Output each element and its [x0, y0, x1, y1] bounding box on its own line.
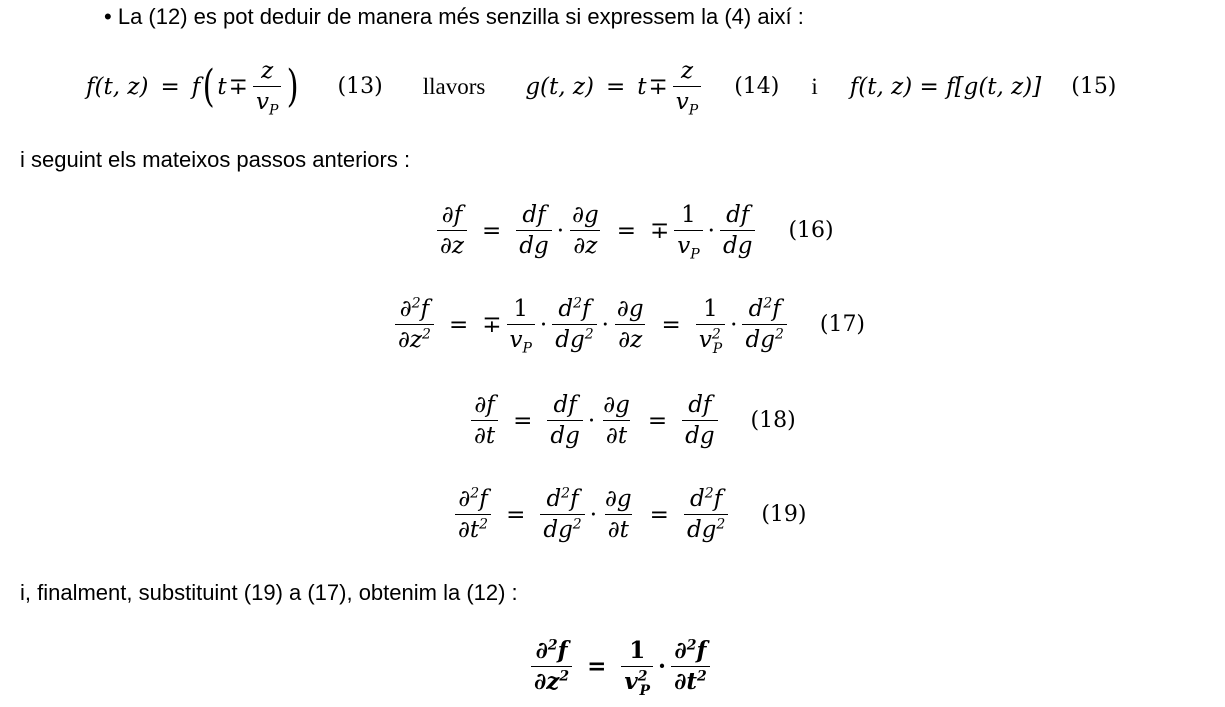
bullet-text: La (12) es pot deduir de manera més senzilla si expressem la (4) així : [117, 4, 804, 29]
dot-operator: · [589, 501, 598, 528]
minus-plus-sign: ∓ [648, 73, 668, 100]
fraction-d2f-dg2: $\frac{d^2f}{dg^2}$ [742, 294, 786, 355]
fraction-1-over-vp2: $\frac{1}{v^2_P}$ [621, 636, 653, 697]
eq14-lhs: g(t, z) [525, 73, 594, 100]
equals-sign: = [661, 311, 681, 338]
paragraph-intro3: i, finalment, substituint (19) a (17), obtenim la (12) : [20, 580, 518, 605]
equation-number-19: (19) [761, 502, 807, 527]
fraction-z-over-vp [673, 56, 701, 117]
eq15-body: f(t, z) = f[g(t, z)] [849, 73, 1042, 100]
equation-number-14: (14) [734, 74, 780, 99]
word-i: i [811, 73, 818, 99]
equation-number-18: (18) [750, 408, 796, 433]
fraction-d2f-dt2: $\frac{\partial^2f}{\partial t^2}$ [455, 484, 491, 545]
fraction-1-over-vp2: $\frac{1}{v^2_P}$ [696, 294, 725, 355]
fraction-df-dg: $\frac{df}{dg}$ [547, 390, 582, 451]
equation-line-13-15 [86, 56, 1116, 117]
equals-sign: = [506, 501, 526, 528]
fraction-d2f-dg2: $\frac{d^2f}{dg^2}$ [552, 294, 596, 355]
dot-operator: · [601, 311, 609, 338]
fraction-numerator: z [680, 58, 694, 84]
fraction-denominator: $v_P$ [673, 86, 701, 117]
fraction-d2f-dg2: $\frac{d^2f}{dg^2}$ [684, 484, 728, 545]
equation-18 [468, 390, 796, 451]
dot-operator: · [539, 311, 548, 338]
equation-19 [452, 484, 806, 545]
equals-sign: = [616, 217, 636, 244]
fraction-1-over-vp: $\frac{1}{v_P}$ [674, 200, 702, 261]
word-llavors: llavors [422, 73, 486, 99]
fraction-d2f-dz2: $\frac{\partial^2f}{\partial z^2}$ [395, 294, 434, 355]
equals-sign: = [649, 501, 669, 528]
equation-number-17: (17) [819, 312, 866, 337]
equals-sign: = [605, 73, 626, 100]
equation-final-wave [528, 636, 713, 697]
equation-16 [434, 200, 834, 261]
dot-operator: · [658, 653, 667, 680]
equals-sign: = [448, 311, 469, 338]
equals-sign: = [647, 407, 668, 434]
fraction-1-over-vp: $\frac{1}{v_P}$ [507, 294, 535, 355]
minus-plus-sign: ∓ [482, 311, 502, 338]
bullet-paragraph [104, 4, 804, 30]
eq13-f: f [191, 73, 201, 100]
fraction-dg-dt: $\frac{\partial g}{\partial t}$ [603, 392, 630, 449]
fraction-dg-dt: $\frac{\partial g}{\partial t}$ [605, 486, 632, 543]
dot-operator: · [556, 217, 565, 244]
equals-sign: = [587, 653, 607, 680]
fraction-denominator: $v_P$ [253, 86, 281, 117]
fraction-dg-dz: $\frac{\partial g}{\partial z}$ [572, 202, 599, 259]
minus-plus-sign: ∓ [228, 73, 248, 100]
fraction-df-dg: $\frac{df}{dg}$ [516, 200, 551, 261]
equation-number-15: (15) [1071, 74, 1117, 99]
equation-number-16: (16) [788, 218, 834, 243]
fraction-df-dt: $\frac{\partial f}{\partial t}$ [471, 390, 498, 451]
eq13-lhs: f(t, z) [86, 73, 149, 100]
dot-operator: · [587, 407, 596, 434]
equals-sign: = [482, 217, 502, 244]
paragraph-intro2: i seguint els mateixos passos anteriors : [20, 147, 411, 172]
fraction-df-dg: $\frac{df}{dg}$ [720, 200, 755, 261]
eq14-t: t [637, 73, 647, 100]
fraction-z-over-vp [253, 56, 281, 117]
fraction-dg-dz: $\frac{\partial g}{\partial z}$ [616, 296, 644, 353]
fraction-df-dz: $\frac{\partial f}{\partial z}$ [437, 200, 467, 261]
fraction-numerator: z [261, 58, 274, 84]
fraction-d2f-dz2: $\frac{\partial^2f}{\partial z^2}$ [531, 636, 572, 697]
eq13-t: t [217, 73, 227, 100]
bullet-icon: • [104, 4, 112, 29]
paren-open: ( [202, 60, 215, 112]
fraction-d2f-dg2: $\frac{d^2f}{dg^2}$ [540, 484, 584, 545]
fraction-df-dg: $\frac{df}{dg}$ [682, 390, 717, 451]
equals-sign: = [513, 407, 533, 434]
paren-close: ) [286, 60, 299, 112]
fraction-d2f-dt2: $\frac{\partial^2f}{\partial t^2}$ [671, 636, 710, 697]
equation-number-13: (13) [337, 74, 383, 99]
equals-sign: = [160, 73, 180, 100]
dot-operator: · [707, 217, 715, 244]
dot-operator: · [730, 311, 738, 338]
minus-plus-sign: ∓ [649, 217, 670, 244]
equation-17 [392, 294, 865, 355]
